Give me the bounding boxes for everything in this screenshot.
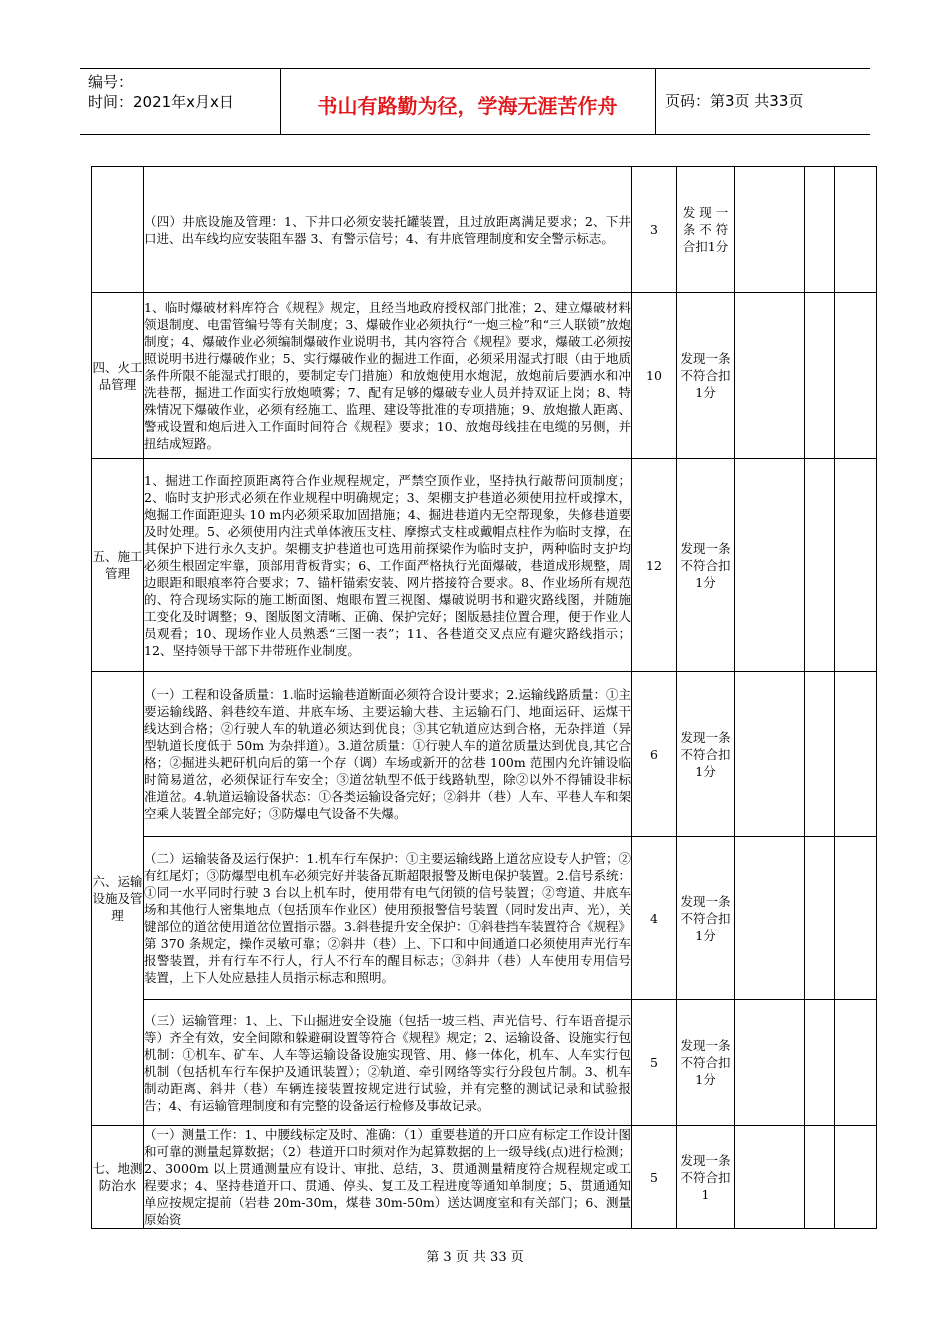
empty-cell <box>835 167 877 293</box>
content-cell: （一）工程和设备质量：1.临时运输巷道断面必须符合设计要求；2.运输线路质量：①主要运输线路、斜巷绞车道、井底车场、主要运输大巷、主运输石门、地面运矸、运煤干线达到合格；②行驶人车的轨道必须达到优良；③其它轨道应达到合格，无杂拌道（异型轨道长度低于 50m 为杂拌道）。3.道岔质量：①行驶人车的道岔质量达到优良,其它合格；②掘进头耙矸机向后的第一个存（调）车场或新开的岔巷 100m 范围内允许铺设临时简易道岔，必须保证行车安全；③道岔轨型不低于线路轨型，除②以外不得铺设非标准道岔。4.轨道运输设备状态：①各类运输设备完好；②斜井（巷）人车、平巷人车和架空乘人装置全部完好；③防爆电气设备不失爆。 <box>144 672 632 837</box>
table-row <box>92 837 877 1000</box>
inspection-table <box>91 166 877 1229</box>
score-cell: 4 <box>632 837 677 1000</box>
rule-cell: 发现一条不符合扣1 <box>677 1126 735 1229</box>
table-row <box>92 459 877 672</box>
table-row <box>92 167 877 293</box>
category-cell <box>92 167 144 293</box>
empty-cell <box>805 1000 835 1126</box>
empty-cell <box>735 459 805 672</box>
empty-cell <box>835 459 877 672</box>
category-cell: 四、火工品管理 <box>92 293 144 459</box>
rule-cell: 发 现 一 条 不 符 合扣1分 <box>677 167 735 293</box>
table-row <box>92 293 877 459</box>
category-cell: 五、施工管理 <box>92 459 144 672</box>
page-header <box>80 68 870 134</box>
empty-cell <box>805 293 835 459</box>
score-cell: 5 <box>632 1126 677 1229</box>
content-cell: 1、掘进工作面控顶距离符合作业规程规定，严禁空顶作业，坚持执行敲帮问顶制度； 2、临时支护形式必须在作业规程中明确规定；3、架棚支护巷道必须使用拉杆或撑木，炮掘工作面距迎头 10 m内必须采取加固措施；4、掘进巷道内无空帮现象，失修巷道要及时处理。5、必须使用内注式单体液压支柱、摩擦式支柱或戴帽点柱作为临时支撑，在其保护下进行永久支护。架棚支护巷道也可选用前探梁作为临时支护，两种临时支护均必须生根固定牢靠，顶部用背板背实；6、工作面严格执行光面爆破，巷道成形规整，周边眼距和眼痕率符合要求；7、锚杆锚索安装、网片搭接符合要求。8、作业场所有规范的、符合现场实际的施工断面图、炮眼布置三视图、爆破说明书和避灾路线图，并随施工变化及时调整；9、图版图文清晰、正确、保护完好；图版悬挂位置合理，便于作业人员观看；10、现场作业人员熟悉“三图一表”；11、各巷道交叉点应有避灾路线指示；12、坚持领导干部下井带班作业制度。 <box>144 459 632 672</box>
header-bottom-rule <box>80 134 870 135</box>
category-cell: 七、地测防治水 <box>92 1126 144 1229</box>
score-cell: 6 <box>632 672 677 837</box>
empty-cell <box>735 293 805 459</box>
empty-cell <box>835 1126 877 1229</box>
content-cell: （二）运输装备及运行保护：1.机车行车保护：①主要运输线路上道岔应设专人护管；②有红尾灯；③防爆型电机车必须完好并装备瓦斯超限报警及断电保护装置。2.信号系统：①同一水平同时行驶 3 台以上机车时，使用带有电气闭锁的信号装置；②弯道、井底车场和其他行人密集地点（包括顶车作业区）使用预报警信号装置（同时发出声、光），关键部位的道岔使用道岔位置指示器。3.斜巷提升安全保护：①斜巷挡车装置符合《规程》第 370 条规定，操作灵敏可靠；②斜井（巷）上、下口和中间通道口必须使用声光行车报警装置，并有行车不行人，行人不行车的醒目标志；③斜井（巷）人车使用专用信号装置，上下人处应悬挂人员指示标志和照明。 <box>144 837 632 1000</box>
number-label: 编号： <box>88 73 134 91</box>
score-cell: 12 <box>632 459 677 672</box>
empty-cell <box>805 459 835 672</box>
empty-cell <box>735 167 805 293</box>
empty-cell <box>835 1000 877 1126</box>
content-cell: （一）测量工作：1、中腰线标定及时、准确：（1）重要巷道的开口应有标定工作设计图和可靠的测量起算数据；（2）巷道开口时须对作为起算数据的上一级导线(点)进行检测；2、3000m 以上贯通测量应有设计、审批、总结，3、贯通测量精度符合规程规定或工程要求；4、坚持巷道开口、贯通、停头、复工及工程进度等通知单制度；5、贯通通知单应按规定提前（岩巷 20m-30m，煤巷 30m-50m）送达调度室和有关部门；6、测量原始资 <box>144 1127 631 1227</box>
rule-cell: 发现一条不符合扣1分 <box>677 1000 735 1126</box>
empty-cell <box>805 1126 835 1229</box>
table-row <box>92 1000 877 1126</box>
empty-cell <box>735 1126 805 1229</box>
table-row <box>92 672 877 837</box>
empty-cell <box>835 293 877 459</box>
rule-cell: 发现一条不符合扣1分 <box>677 459 735 672</box>
header-meta <box>88 72 234 112</box>
page-code: 页码：第3页 共33页 <box>665 92 804 110</box>
empty-cell <box>805 837 835 1000</box>
content-cell: （三）运输管理：1、上、下山掘进安全设施（包括一坡三档、声光信号、行车语音提示等）齐全有效，安全间隙和躲避硐设置等符合《规程》规定；2、运输设备、设施实行包机制：①机车、矿车、人车等运输设备设施实现管、用、修一体化，机车、人车实行包机制（包括机车行车保护及通讯装置）；②轨道、牵引网络等实行分段包片制。3、机车制动距离、斜井（巷）车辆连接装置按规定进行试验，并有完整的测试记录和试验报告；4、有运输管理制度和有完整的设备运行检修及事故记录。 <box>144 1000 632 1126</box>
empty-cell <box>805 167 835 293</box>
score-cell: 10 <box>632 293 677 459</box>
header-top-rule <box>80 68 870 69</box>
rule-cell: 发现一条不符合扣1分 <box>677 672 735 837</box>
empty-cell <box>735 837 805 1000</box>
header-divider <box>655 68 656 134</box>
empty-cell <box>735 1000 805 1126</box>
empty-cell <box>805 672 835 837</box>
rule-cell: 发现一条不符合扣1分 <box>677 837 735 1000</box>
content-cell: 1、临时爆破材料库符合《规程》规定，且经当地政府授权部门批准；2、建立爆破材料领退制度、电雷管编号等有关制度；3、爆破作业必须执行“一炮三检”和“三人联锁”放炮制度；4、爆破作业必须编制爆破作业说明书，其内容符合《规程》要求，爆破工必须按照说明书进行爆破作业；5、实行爆破作业的掘进工作面，必须采用湿式打眼（由于地质条件所限不能湿式打眼的，要制定专门措施）和放炮使用水炮泥，放炮前后要洒水和冲洗巷帮，掘进工作面实行放炮喷雾；7、配有足够的爆破专业人员并持双证上岗；8、特殊情况下爆破作业，必须有经施工、监理、建设等批准的专项措施；9、放炮撤人距离、警戒设置和炮后进入工作面时间符合《规程》要求；10、放炮母线挂在电缆的另侧，并扭结成短路。 <box>144 293 632 459</box>
time-label: 时间：2021年x月x日 <box>88 93 234 111</box>
page-footer: 第 3 页 共 33 页 <box>426 1250 524 1265</box>
rule-cell: 发现一条不符合扣1分 <box>677 293 735 459</box>
content-cell: （四）井底设施及管理：1、下井口必须安装托罐装置，且过放距离满足要求；2、下井口进、出车线均应安装阻车器 3、有警示信号；4、有井底管理制度和安全警示标志。 <box>144 167 632 293</box>
empty-cell <box>835 837 877 1000</box>
empty-cell <box>735 672 805 837</box>
table-row <box>92 1126 877 1229</box>
motto: 书山有路勤为径，学海无涯苦作舟 <box>317 94 618 118</box>
score-cell: 5 <box>632 1000 677 1126</box>
category-cell: 六、运输设施及管理 <box>92 672 144 1126</box>
score-cell: 3 <box>632 167 677 293</box>
empty-cell <box>835 672 877 837</box>
